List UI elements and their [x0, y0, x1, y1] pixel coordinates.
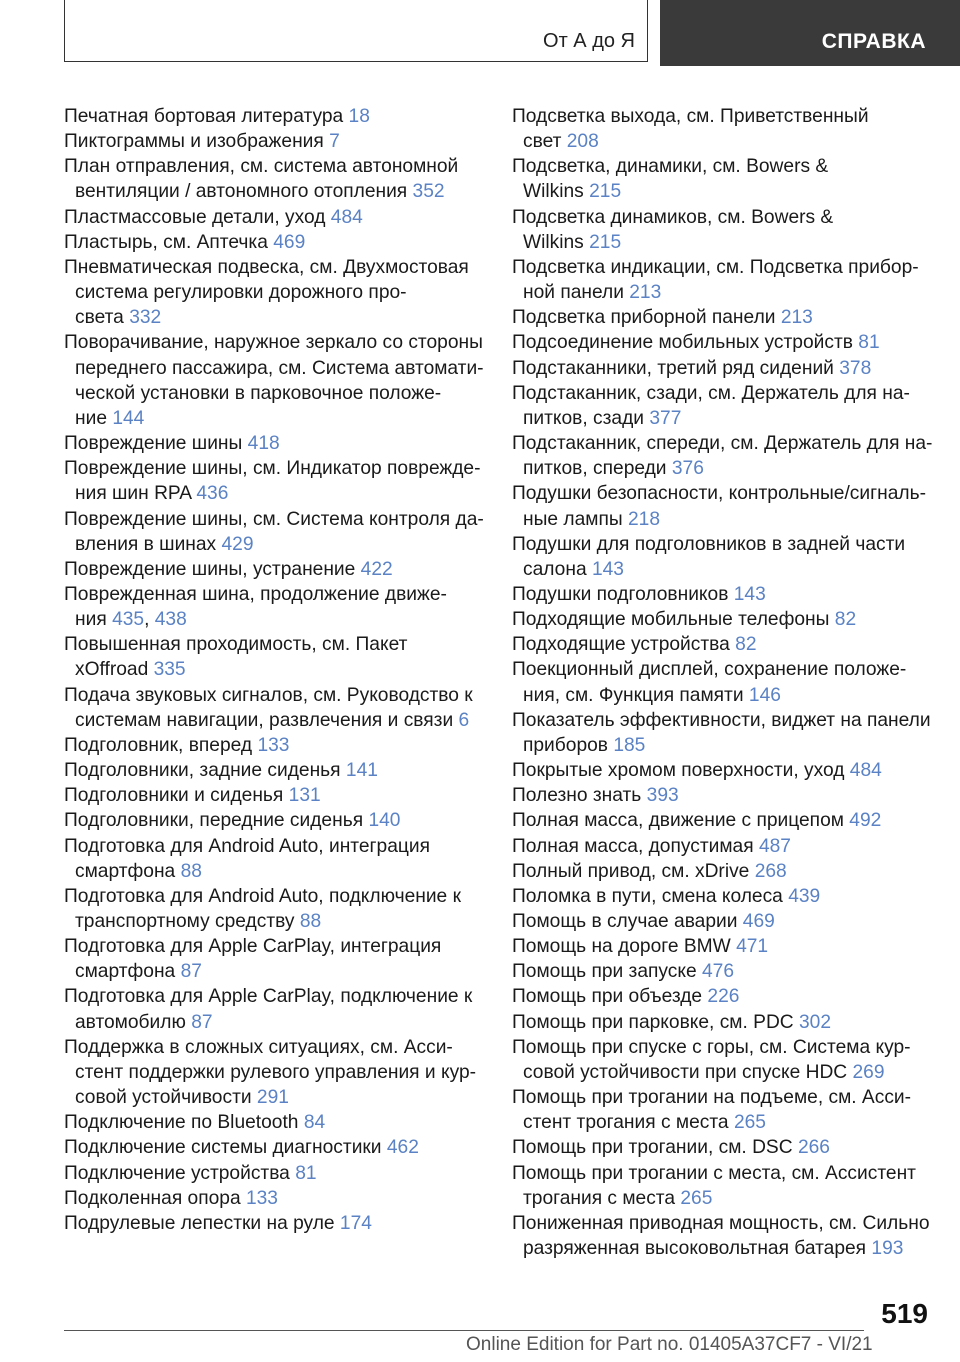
index-entry: Поврежденная шина, продолжение движе- ния 435, 438	[64, 583, 447, 631]
page-reference-link[interactable]: 82	[834, 609, 857, 631]
index-entry-text: Полезно знать	[512, 785, 642, 807]
page-reference-link[interactable]: 435	[112, 609, 145, 631]
index-entry-text: ческой установки в парковочное положе-	[75, 382, 442, 404]
footer-divider	[64, 1330, 864, 1331]
index-entry	[64, 154, 484, 204]
index-entry	[64, 1035, 484, 1110]
index-entry-text: Подсветка индикации, см. Подсветка прибор-	[512, 256, 919, 278]
page-reference-link[interactable]: 469	[273, 231, 306, 253]
index-entry-text: Подготовка для Android Auto, интеграция	[64, 835, 430, 857]
index-entry	[64, 1135, 484, 1160]
page-reference-link[interactable]: 193	[871, 1238, 904, 1260]
page-reference-link[interactable]: 18	[348, 106, 370, 127]
index-entry	[512, 909, 932, 934]
index-entry-text: Подсветка, динамики, см. Bowers &	[512, 156, 829, 178]
page-header	[0, 0, 960, 66]
page-reference-link[interactable]: 422	[360, 558, 393, 580]
index-entry	[64, 934, 484, 984]
index-entry	[512, 783, 932, 808]
index-entry-text: света	[75, 307, 124, 329]
index-entry	[512, 381, 932, 431]
index-entry-text: Поддержка в сложных ситуациях, см. Асси-	[64, 1036, 453, 1058]
page-reference-link[interactable]: 215	[589, 181, 622, 203]
page-reference-link[interactable]: 218	[627, 508, 660, 530]
page-reference-link[interactable]: 291	[256, 1087, 289, 1109]
page-reference-link[interactable]: 439	[788, 885, 821, 907]
footer-edition-text: Online Edition for Part no. 01405A37CF7 - VI/21	[466, 1334, 873, 1355]
index-entry-text: ния шин RPA	[75, 483, 192, 505]
index-entry	[512, 758, 932, 783]
index-entry-text: Пластмассовые детали, уход	[64, 206, 326, 228]
index-entry-text: Поекционный дисплей, сохранение положе-	[512, 659, 907, 681]
page-reference-link[interactable]: 462	[386, 1137, 419, 1159]
index-entry	[64, 1161, 484, 1186]
index-entry-text: ния, см. Функция памяти	[523, 684, 744, 706]
index-entry-text: Подходящие мобильные телефоны	[512, 609, 830, 631]
page-reference-link[interactable]: 87	[180, 961, 202, 983]
index-entry-text: Подстаканник, сзади, см. Держатель для на-	[512, 382, 910, 404]
index-entry-text: вентиляции / автономного отопления	[75, 181, 408, 203]
index-entry-text: Подрулевые лепестки на руле	[64, 1212, 335, 1234]
index-entry	[64, 255, 484, 330]
index-entry	[64, 1211, 484, 1236]
index-entry-text: Пиктограммы и изображения	[64, 131, 324, 153]
index-entry	[64, 733, 484, 758]
index-entry-text: система регулировки дорожного про-	[75, 282, 407, 304]
index-entry-text: Покрытые хромом поверхности, уход	[512, 760, 845, 782]
index-entry	[512, 1135, 932, 1160]
index-entry-text: Помощь при запуске	[512, 961, 697, 983]
index-entry	[64, 984, 484, 1034]
index-entry-text: смартфона	[75, 961, 176, 983]
index-entry-text: Подсветка приборной панели	[512, 307, 776, 329]
index-entry	[512, 431, 932, 481]
page-reference-link[interactable]: 215	[589, 231, 622, 253]
index-entry	[512, 1035, 932, 1085]
index-entry	[512, 657, 932, 707]
page-reference-link[interactable]: 82	[735, 634, 757, 656]
index-entry-text: Wilkins	[523, 231, 584, 253]
page-number: 519	[881, 1298, 928, 1329]
index-entry-text: стент поддержки рулевого управления и кур-	[75, 1061, 477, 1083]
index-entry	[512, 708, 932, 758]
index-entry-text: Помощь при трогании с места, см. Ассистент	[512, 1162, 916, 1184]
index-entry-text: Полная масса, допустимая	[512, 835, 754, 857]
index-entry-text: Полная масса, движение с прицепом	[512, 810, 844, 832]
page-reference-link[interactable]: 265	[733, 1112, 766, 1134]
page-reference-link[interactable]: 484	[849, 760, 882, 782]
index-entry	[512, 934, 932, 959]
index-entry-text: Подготовка для Apple CarPlay, интеграция	[64, 936, 442, 958]
page-reference-link[interactable]: 6	[458, 709, 470, 731]
index-entry	[512, 808, 932, 833]
index-entry-text: Печатная бортовая литература	[64, 106, 344, 127]
index-entry-text: Подсветка динамиков, см. Bowers &	[512, 206, 834, 228]
index-entry	[64, 557, 484, 582]
index-entry-text: Помощь при спуске с горы, см. Система кур-	[512, 1036, 911, 1058]
index-entry-text: стент трогания с места	[523, 1112, 729, 1134]
page-reference-link[interactable]: 213	[629, 282, 662, 304]
page-reference-link[interactable]: 492	[849, 810, 882, 832]
page-reference-link[interactable]: 265	[680, 1187, 713, 1209]
index-entry-text: Поломка в пути, смена колеса	[512, 885, 783, 907]
index-entry-text: Подстаканники, третий ряд сидений	[512, 357, 834, 379]
index-entry	[512, 834, 932, 859]
index-entry-text: трогания с места	[523, 1187, 676, 1209]
index-entry	[512, 859, 932, 884]
index-entry-text: Пластырь, см. Аптечка	[64, 231, 268, 253]
index-entry	[512, 532, 932, 582]
index-entry	[512, 330, 932, 355]
page-reference-link[interactable]: 84	[303, 1112, 326, 1134]
index-entry	[64, 783, 484, 808]
index-entry-text: Помощь на дороге BMW	[512, 936, 731, 958]
index-entry	[64, 330, 484, 431]
index-entry-text: ные лампы	[523, 508, 623, 530]
index-entry	[512, 1161, 932, 1211]
page-reference-link[interactable]: 302	[799, 1011, 832, 1033]
section-tab-a-to-z	[64, 0, 648, 62]
index-entry	[64, 431, 484, 456]
index-entry	[512, 984, 932, 1009]
page-reference-link[interactable]: 146	[748, 684, 781, 706]
page-reference-link[interactable]: 144	[112, 407, 145, 429]
index-entry	[64, 507, 484, 557]
index-entry-text: питков, спереди	[523, 458, 667, 480]
page-reference-link[interactable]: 185	[613, 734, 646, 756]
index-entry	[64, 205, 484, 230]
page-reference-link[interactable]: 88	[299, 911, 322, 932]
index-entry	[512, 1085, 932, 1135]
page-reference-link[interactable]: 376	[671, 458, 704, 480]
index-entry	[64, 230, 484, 255]
index-entry-text: План отправления, см. система автономной	[64, 156, 459, 178]
index-entry	[64, 632, 484, 682]
index-entry	[64, 456, 484, 506]
index-entry-text: Подключение системы диагностики	[64, 1137, 382, 1159]
index-entry-text: ния	[75, 609, 107, 631]
page-reference-link[interactable]: 7	[329, 131, 340, 153]
index-entry-text: Подготовка для Android Auto, подключение к	[64, 885, 461, 907]
page-reference-link[interactable]: 174	[339, 1212, 372, 1234]
page-reference-link[interactable]: 469	[742, 911, 775, 932]
index-entry	[512, 884, 932, 909]
index-entry	[64, 683, 484, 733]
page-reference-link[interactable]: 332	[129, 307, 162, 329]
index-entry-text: Подушки для подголовников в задней части	[512, 533, 906, 555]
index-entry-text: Подголовники и сиденья	[64, 785, 284, 807]
page-reference-link[interactable]: 141	[345, 760, 378, 782]
page-reference-link[interactable]: 88	[180, 860, 202, 882]
index-entry-text: Повреждение шины, устранение	[64, 558, 356, 580]
page-reference-link[interactable]: 131	[288, 785, 321, 807]
section-tab-reference	[660, 0, 960, 66]
index-entry-text: свет	[523, 131, 562, 153]
page-reference-link[interactable]: 133	[245, 1187, 278, 1209]
index-entry-text: ной панели	[523, 282, 624, 304]
index-entry-text: Помощь при трогании, см. DSC	[512, 1137, 793, 1159]
page-reference-link[interactable]: 393	[646, 785, 679, 807]
page-reference-link[interactable]: 438	[154, 609, 187, 631]
page-reference-link[interactable]: 208	[566, 131, 599, 153]
index-entry	[64, 1110, 484, 1135]
index-entry-text: ние	[75, 407, 107, 429]
index-entry-text: Помощь при трогании на подъеме, см. Асси-	[512, 1087, 912, 1109]
index-entry	[512, 481, 932, 531]
index-entry	[64, 129, 484, 154]
index-entry-text: Подушки безопасности, контрольные/сигналь-	[512, 483, 926, 505]
index-entry	[512, 1010, 932, 1035]
page-reference-link[interactable]: 81	[295, 1162, 317, 1184]
index-entry	[512, 582, 932, 607]
index-entry-text: xOffroad	[75, 659, 149, 681]
index-entry-text: Полный привод, см. xDrive	[512, 860, 750, 882]
index-entry	[512, 959, 932, 984]
index-entry-text: разряженная высоковольтная батарея	[523, 1238, 867, 1260]
index-entry	[64, 104, 484, 129]
index-entry	[512, 356, 932, 381]
index-entry	[512, 607, 932, 632]
index-entry	[64, 1186, 484, 1211]
index-entry	[512, 154, 932, 204]
index-entry	[512, 305, 932, 330]
index-entry-text: переднего пассажира, см. Система автомати-	[75, 357, 484, 379]
page-reference-link[interactable]: 81	[858, 332, 880, 354]
index-entry-text: Подголовники, задние сиденья	[64, 760, 341, 782]
page-reference-link[interactable]: 87	[191, 1011, 213, 1033]
index-entry-text: Подача звуковых сигналов, см. Руководство к	[64, 684, 473, 706]
page-reference-link[interactable]: 418	[247, 433, 280, 455]
index-entry-text: Повреждение шины, см. Индикатор поврежде-	[64, 458, 481, 480]
index-entry-text: Wilkins	[523, 181, 584, 203]
page-reference-link[interactable]: 487	[758, 835, 791, 857]
page-reference-link[interactable]: 352	[412, 181, 445, 203]
index-entry-text: Подколенная опора	[64, 1187, 241, 1209]
index-column-left	[64, 104, 484, 1236]
page-reference-link[interactable]: 213	[780, 307, 813, 329]
index-entry-text: смартфона	[75, 860, 176, 882]
index-entry-text: Помощь при объезде	[512, 986, 703, 1008]
page-reference-link[interactable]: 226	[707, 986, 740, 1008]
index-entry-text: Подушки подголовников	[512, 583, 729, 605]
page-reference-link[interactable]: 436	[196, 483, 229, 505]
index-entry-text: Повреждение шины, см. Система контроля да-	[64, 508, 484, 530]
index-entry	[512, 205, 932, 255]
index-entry-text: Пониженная приводная мощность, см. Сильно	[512, 1212, 930, 1234]
index-entry-text: питков, сзади	[523, 407, 645, 429]
index-entry-text: вления в шинах	[75, 533, 217, 555]
index-entry-text: Подстаканник, спереди, см. Держатель для на-	[512, 433, 933, 455]
index-entry-text: Подсоединение мобильных устройств	[512, 332, 853, 354]
index-entry	[512, 255, 932, 305]
page-reference-link[interactable]: 266	[797, 1137, 830, 1159]
index-entry-text: Подготовка для Apple CarPlay, подключение к	[64, 986, 473, 1008]
index-column-right	[512, 104, 932, 1261]
index-entry-text: Помощь в случае аварии	[512, 911, 738, 932]
index-entry-text: Пневматическая подвеска, см. Двухмостовая	[64, 256, 469, 278]
index-entry-text: Подключение устройства	[64, 1162, 290, 1184]
index-entry-text: автомобилю	[75, 1011, 186, 1033]
page-reference-link[interactable]: 471	[736, 936, 769, 958]
index-entry	[512, 632, 932, 657]
page-reference-link[interactable]: 377	[649, 407, 682, 429]
page-reference-link[interactable]: 268	[754, 860, 787, 882]
page-reference-link[interactable]: 143	[591, 558, 624, 580]
section-title-left: От А до Я	[543, 30, 635, 52]
page-reference-link[interactable]: 335	[153, 659, 186, 681]
index-entry-text: Поворачивание, наружное зеркало со стороны	[64, 332, 483, 354]
index-entry-text: Подключение по Bluetooth	[64, 1112, 299, 1134]
index-entry-text: Подголовник, вперед	[64, 734, 253, 756]
index-entry-text: совой устойчивости	[75, 1087, 252, 1109]
page-reference-link[interactable]: 378	[839, 357, 872, 379]
index-entry-text: Поврежденная шина, продолжение движе-	[64, 583, 447, 605]
index-entry	[512, 104, 932, 154]
page-reference-link[interactable]: 269	[852, 1061, 885, 1083]
page-reference-link[interactable]: 429	[221, 533, 254, 555]
index-entry-text: совой устойчивости при спуске HDC	[523, 1061, 848, 1083]
index-entry	[64, 758, 484, 783]
index-entry	[64, 808, 484, 833]
page-reference-link[interactable]: 140	[368, 810, 401, 832]
index-entry-text: салона	[523, 558, 587, 580]
section-title-right: СПРАВКА	[821, 30, 926, 53]
index-entry-text: приборов	[523, 734, 608, 756]
index-entry-text: Показатель эффективности, виджет на панели	[512, 709, 931, 731]
index-entry-text: Повышенная проходимость, см. Пакет	[64, 634, 408, 656]
index-entry-text: Подголовники, передние сиденья	[64, 810, 364, 832]
page-reference-link[interactable]: 143	[733, 583, 766, 605]
index-entry-text: Помощь при парковке, см. PDC	[512, 1011, 794, 1033]
page-reference-link[interactable]: 484	[330, 206, 363, 228]
page-reference-link[interactable]: 476	[702, 961, 735, 983]
index-entry	[64, 884, 484, 934]
index-entry-text: транспортному средству	[75, 911, 295, 932]
index-entry-text: Подходящие устройства	[512, 634, 730, 656]
index-entry	[512, 1211, 932, 1261]
index-entry-text: Повреждение шины	[64, 433, 243, 455]
index-entry-text: Подсветка выхода, см. Приветственный	[512, 106, 869, 127]
index-entry-text: системам навигации, развлечения и связи	[75, 709, 454, 731]
page-reference-link[interactable]: 133	[257, 734, 290, 756]
index-entry	[64, 834, 484, 884]
